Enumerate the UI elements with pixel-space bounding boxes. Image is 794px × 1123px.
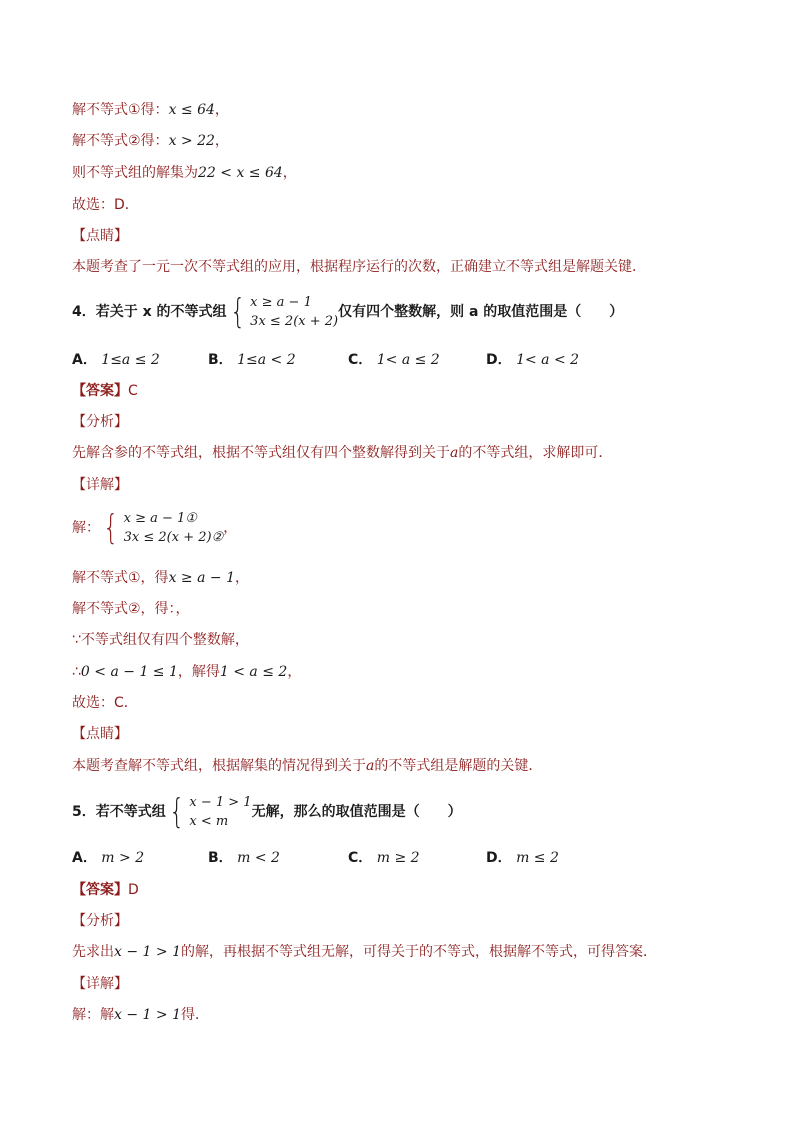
text-line: ∵不等式组仅有四个整数解， — [72, 632, 249, 648]
math-expression: 22 < x ≤ 64 — [198, 165, 283, 181]
answer-line: 【答案】C — [72, 383, 138, 399]
section-tag: 【点睛】 — [72, 228, 128, 244]
text-line: 先解含参的不等式组，根据不等式组仅有四个整数解得到关于a的不等式组，求解即可． — [72, 445, 613, 461]
question-prefix: 4．若关于 x 的不等式组 — [72, 304, 227, 320]
section-tag: 【详解】 — [72, 976, 128, 992]
solution-system: 解： { x ≥ a − 1① 3x ≤ 2(x + 2)② ， — [72, 508, 238, 548]
text-line: 解不等式②，得：， — [72, 601, 190, 617]
text-line: 解不等式①，得x ≥ a − 1， — [72, 570, 249, 586]
text-line: 故选：C． — [72, 695, 138, 711]
math-expression: x ≤ 64 — [168, 102, 215, 118]
text-line: 本题考查了一元一次不等式组的应用，根据程序运行的次数，正确建立不等式组是解题关键． — [72, 259, 646, 275]
answer-line: 【答案】D — [72, 882, 139, 898]
section-tag: 【分析】 — [72, 414, 128, 430]
text-line: 解：解x − 1 > 1得． — [72, 1007, 209, 1023]
section-tag: 【点睛】 — [72, 726, 128, 742]
question-4 — [72, 290, 623, 334]
text-line: 解不等式②得：x > 22， — [72, 133, 229, 149]
text-line: 故选：D． — [72, 197, 139, 213]
question-suffix: 仅有四个整数解，则 a 的取值范围是（ ） — [338, 304, 624, 320]
text-line: 本题考查解不等式组，根据解集的情况得到关于a的不等式组是解题的关键． — [72, 758, 543, 774]
text-line: ∴0 < a − 1 ≤ 1，解得1 < a ≤ 2， — [72, 664, 302, 680]
text-line: 先求出x − 1 > 1的解，再根据不等式组无解，可得关于的不等式，根据解不等式，可得答案． — [72, 944, 657, 960]
question-5: 5．若不等式组 { x − 1 > 1 x < m 无解，那么的取值范围是（ ） — [72, 792, 462, 832]
inequality-system: { x ≥ a − 1 3x ≤ 2(x + 2) — [229, 292, 339, 332]
section-tag: 【分析】 — [72, 913, 128, 929]
math-expression: x > 22 — [168, 133, 215, 149]
text-line: 则不等式组的解集为22 < x ≤ 64， — [72, 165, 297, 181]
inequality-system: { x − 1 > 1 x < m — [168, 792, 252, 832]
text-line: 解不等式①得：x ≤ 64， — [72, 102, 229, 118]
section-tag: 【详解】 — [72, 477, 128, 493]
